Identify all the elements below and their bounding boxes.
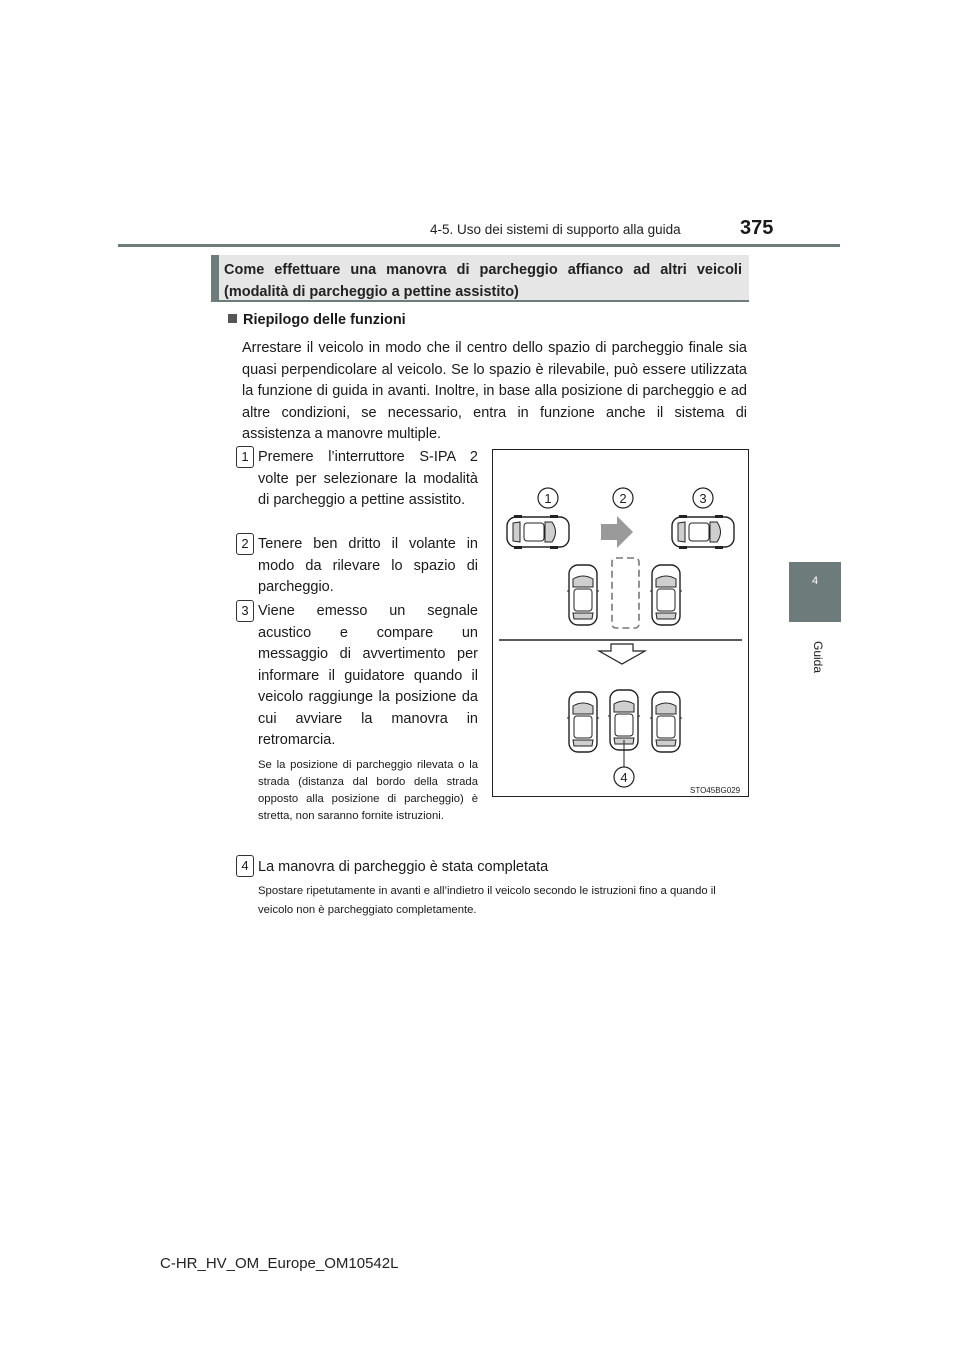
step-badge-1: 1 (236, 446, 254, 468)
arrow-right-icon (601, 516, 633, 548)
step-badge-3: 3 (236, 600, 254, 622)
step-badge-4: 4 (236, 855, 254, 877)
callout-2-label: 2 (619, 491, 627, 506)
parked-car-left (567, 565, 599, 625)
step-note-3: Se la posizione di parcheggio rilevata o la strada (distanza dal bordo della strada opposto alla posizione di parcheggio) è stretta, non saranno fornite istruzioni. (258, 759, 478, 822)
moving-car-start (507, 515, 569, 549)
callout-4 (614, 767, 634, 787)
header-rule (118, 244, 840, 247)
step-note-4: Spostare ripetutamente in avanti e all’indietro il veicolo secondo le istruzioni fino a quando il veicolo non è parcheggiato completamente. (258, 885, 716, 916)
summary-text: Arrestare il veicolo in modo che il centro dello spazio di parcheggio finale sia quasi perpendicolare al veicolo. Se lo spazio è rilevabile, può essere utilizzata la funzione di guida in avanti. Inoltre, in base alla posizione di parcheggio e ad altre condizioni, se necessario, entra in funzione anche il sistema di assistenza a manovre multiple. (242, 340, 747, 442)
figure-code: STO45BG029 (690, 786, 741, 795)
final-car-right (650, 692, 682, 752)
callout-4-label: 4 (620, 770, 628, 785)
step-text-4: La manovra di parcheggio è stata completata (258, 859, 549, 875)
callout-1 (538, 488, 558, 508)
header-section-path: 4-5. Uso dei sistemi di supporto alla guida (430, 222, 681, 237)
arrow-down-icon (599, 644, 645, 664)
step-badge-2: 2 (236, 533, 254, 555)
section-title: Come effettuare una manovra di parcheggio affianco ad altri veicoli (modalità di parcheggio a pettine assistito) (224, 262, 742, 300)
moving-car-end (672, 515, 734, 549)
step-text-3: Viene emesso un segnale acustico e compare un messaggio di avvertimento per informare il guidatore quando il veicolo raggiunge la posizione da cui avviare la manovra in retromarcia. (258, 603, 478, 748)
step-text-2: Tenere ben dritto il volante in modo da rilevare lo spazio di parcheggio. (258, 536, 478, 595)
callout-3-label: 3 (699, 491, 707, 506)
target-parking-space (612, 558, 639, 628)
final-car-left (567, 692, 599, 752)
page-number: 375 (740, 217, 774, 239)
summary-heading-text: Riepilogo delle funzioni (243, 312, 406, 328)
step-text-1: Premere l’interruttore S-IPA 2 volte per selezionare la modalità di parcheggio a pettine assistito. (258, 449, 478, 508)
parked-car-right (650, 565, 682, 625)
chapter-number: 4 (811, 575, 819, 587)
chapter-label-wrap (782, 630, 842, 690)
parking-illustration (492, 449, 749, 797)
parking-diagram (493, 450, 748, 796)
chapter-label: Guida (811, 640, 826, 674)
callout-1-label: 1 (544, 491, 552, 506)
callout-3 (693, 488, 713, 508)
callout-2 (613, 488, 633, 508)
footer-doc-id: C-HR_HV_OM_Europe_OM10542L (160, 1255, 399, 1272)
chapter-tab (789, 562, 841, 622)
summary-heading (228, 312, 406, 328)
square-bullet-icon (228, 314, 237, 323)
